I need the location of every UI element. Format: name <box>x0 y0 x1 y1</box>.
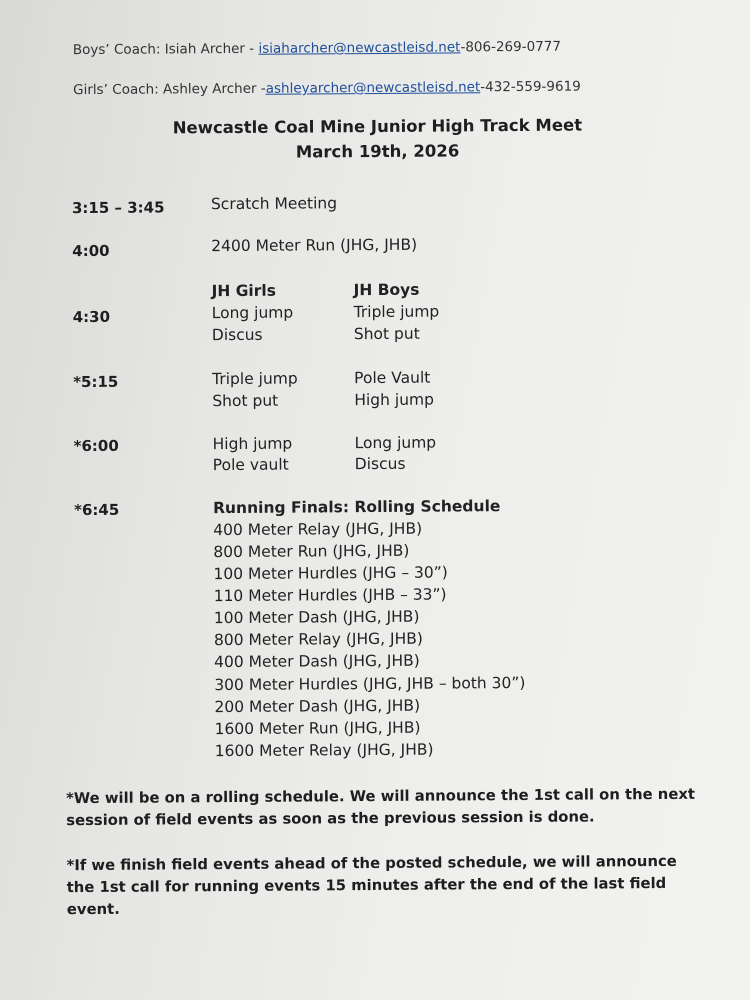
time-slot: 4:30 <box>72 307 111 327</box>
running-event: 400 Meter Dash (JHG, JHB) <box>214 651 420 672</box>
boys-event: Pole Vault <box>354 368 431 388</box>
girls-event: Shot put <box>212 391 279 411</box>
running-event: 800 Meter Relay (JHG, JHB) <box>213 629 423 650</box>
running-event: 1600 Meter Relay (JHG, JHB) <box>214 740 434 761</box>
girls-event: Discus <box>211 325 263 345</box>
boys-event: Discus <box>354 454 406 474</box>
time-slot: *6:45 <box>74 500 120 520</box>
running-event: 200 Meter Dash (JHG, JHB) <box>214 696 421 717</box>
time-slot: *6:00 <box>73 436 119 456</box>
boys-coach-email-link[interactable]: isiaharcher@newcastleisd.net <box>258 39 461 57</box>
girls-column-header: JH Girls <box>211 281 276 301</box>
girls-coach-name: Girls’ Coach: Ashley Archer - <box>73 80 266 99</box>
girls-event: High jump <box>212 434 293 454</box>
running-event: 800 Meter Run (JHG, JHB) <box>213 541 410 562</box>
girls-coach-line <box>73 79 581 99</box>
rolling-schedule-note: *We will be on a rolling schedule. We will announce the 1st call on the next session of field events as soon as the previous session is done. <box>66 785 696 830</box>
boys-event: Shot put <box>353 324 420 344</box>
girls-coach-email-link[interactable]: ashleyarcher@newcastleisd.net <box>265 79 481 97</box>
running-event: 100 Meter Hurdles (JHG – 30”) <box>213 563 448 584</box>
early-finish-note: *If we finish field events ahead of the posted schedule, we will announce the 1st call for running events 15 minutes after the end of the last field event. <box>66 852 677 919</box>
running-event: 100 Meter Dash (JHG, JHB) <box>213 607 420 628</box>
boys-column-header: JH Boys <box>353 280 420 300</box>
meet-title: Newcastle Coal Mine Junior High Track Meet <box>172 115 583 138</box>
running-finals-heading: Running Finals: Rolling Schedule <box>212 497 501 518</box>
time-slot: 4:00 <box>72 241 110 261</box>
boys-event: Triple jump <box>353 302 440 322</box>
time-slot: *5:15 <box>73 372 119 392</box>
boys-coach-line <box>73 39 561 58</box>
girls-event: Long jump <box>211 303 294 323</box>
running-event: 300 Meter Hurdles (JHG, JHB – both 30”) <box>214 673 526 695</box>
running-event: 110 Meter Hurdles (JHB – 33”) <box>213 585 447 606</box>
girls-event: Triple jump <box>212 369 298 389</box>
time-slot: 3:15 – 3:45 <box>71 198 165 218</box>
event-item: Scratch Meeting <box>210 194 338 214</box>
event-item: 2400 Meter Run (JHG, JHB) <box>211 235 418 256</box>
running-event: 1600 Meter Run (JHG, JHB) <box>214 718 421 739</box>
boys-coach-name: Boys’ Coach: Isiah Archer - <box>72 40 259 59</box>
boys-coach-phone: -806-269-0777 <box>460 38 562 56</box>
meet-date: March 19th, 2026 <box>295 141 460 162</box>
boys-event: Long jump <box>354 433 437 453</box>
boys-event: High jump <box>354 390 434 410</box>
girls-coach-phone: -432-559-9619 <box>480 78 581 96</box>
girls-event: Pole vault <box>212 455 289 475</box>
running-event: 400 Meter Relay (JHG, JHB) <box>213 519 423 540</box>
